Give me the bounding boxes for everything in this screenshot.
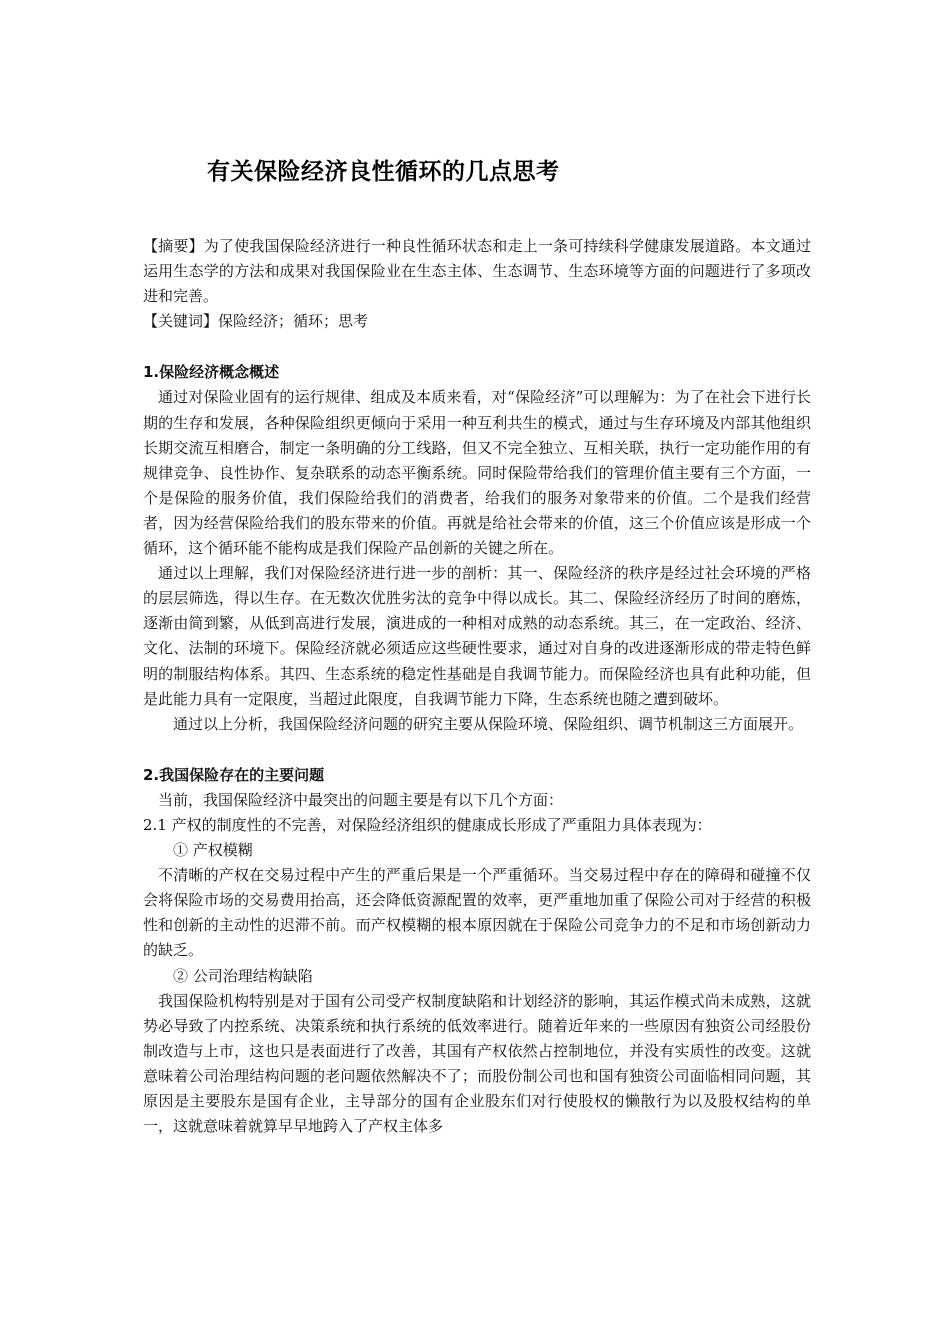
keywords-paragraph: 【关键词】保险经济；循环；思考 xyxy=(143,312,369,331)
abstract-paragraph: 【摘要】为了使我国保险经济进行一种良性循环状态和走上一条可持续科学健康发展道路。本文通过运用生态学的方法和成果对我国保险业在生态主体、生态调节、生态环境等方面的问题进行了多项改进和完善。 xyxy=(143,237,811,306)
section-1-heading: 1.保险经济概念概述 xyxy=(143,363,280,382)
section-2-intro: 当前，我国保险经济中最突出的问题主要是有以下几个方面： xyxy=(158,790,564,809)
section-1-paragraph-3: 通过以上分析，我国保险经济问题的研究主要从保险环境、保险组织、调节机制这三方面展开。 xyxy=(173,714,804,733)
document-title: 有关保险经济良性循环的几点思考 xyxy=(207,159,560,185)
section-2-1-heading: 2.1 产权的制度性的不完善，对保险经济组织的健康成长形成了严重阻力具体表现为： xyxy=(143,815,712,834)
section-1-paragraph-1: 通过对保险业固有的运行规律、组成及本质来看，对“保险经济”可以理解为：为了在社会下进行长期的生存和发展，各种保险组织更倾向于采用一种互利共生的模式，通过与生存环境及内部其他组织长期交流互相磨合，制定一条明确的分工线路，但又不完全独立、互相关联，执行一定功能作用的有规律竞争、良性协作、复杂联系的动态平衡系统。同时保险带给我们的管理价值主要有三个方面，一个是保险的服务价值，我们保险给我们的消费者，给我们的服务对象带来的价值。二个是我们经营者，因为经营保险给我们的股东带来的价值。再就是给社会带来的价值，这三个价值应该是形成一个循环，这个循环能不能构成是我们保险产品创新的关键之所在。 xyxy=(143,388,811,558)
item-2-paragraph: 我国保险机构特别是对于国有公司受产权制度缺陷和计划经济的影响，其运作模式尚未成熟，这就势必导致了内控系统、决策系统和执行系统的低效率进行。随着近年来的一些原因有独资公司经股份制改造与上市，这也只是表面进行了改善，其国有产权依然占控制地位，并没有实质性的改变。这就意味着公司治理结构问题的老问题依然解决不了；而股份制公司也和国有独资公司面临相同问题，其原因是主要股东是国有企业，主导部分的国有企业股东们对行使股权的懒散行为以及股权结构的单一，这就意味着就算早早地跨入了产权主体多 xyxy=(143,991,811,1136)
item-2-title: ② 公司治理结构缺陷 xyxy=(173,966,313,985)
item-1-title: ① 产权模糊 xyxy=(173,841,253,860)
item-1-paragraph: 不清晰的产权在交易过程中产生的严重后果是一个严重循环。当交易过程中存在的障碍和碰撞不仅会将保险市场的交易费用抬高，还会降低资源配置的效率，更严重地加重了保险公司对于经营的积极性和创新的主动性的迟滞不前。而产权模糊的根本原因就在于保险公司竞争力的不足和市场创新动力的缺乏。 xyxy=(143,866,811,960)
section-2-heading: 2.我国保险存在的主要问题 xyxy=(143,765,325,784)
section-1-paragraph-2: 通过以上理解，我们对保险经济进行进一步的剖析：其一、保险经济的秩序是经过社会环境的严格的层层筛选，得以生存。在无数次优胜劣汰的竞争中得以成长。其二、保险经济经历了时间的磨炼，逐渐由简到繁，从低到高进行发展，演进成的一种相对成熟的动态系统。其三，在一定政治、经济、文化、法制的环境下。保险经济就必须适应这些硬性要求，通过对自身的改进逐渐形成的带走特色鲜明的制服结构体系。其四、生态系统的稳定性基础是自我调节能力。而保险经济也具有此种功能，但是此能力具有一定限度，当超过此限度，自我调节能力下降，生态系统也随之遭到破坏。 xyxy=(143,564,811,708)
document-body xyxy=(143,234,811,1139)
